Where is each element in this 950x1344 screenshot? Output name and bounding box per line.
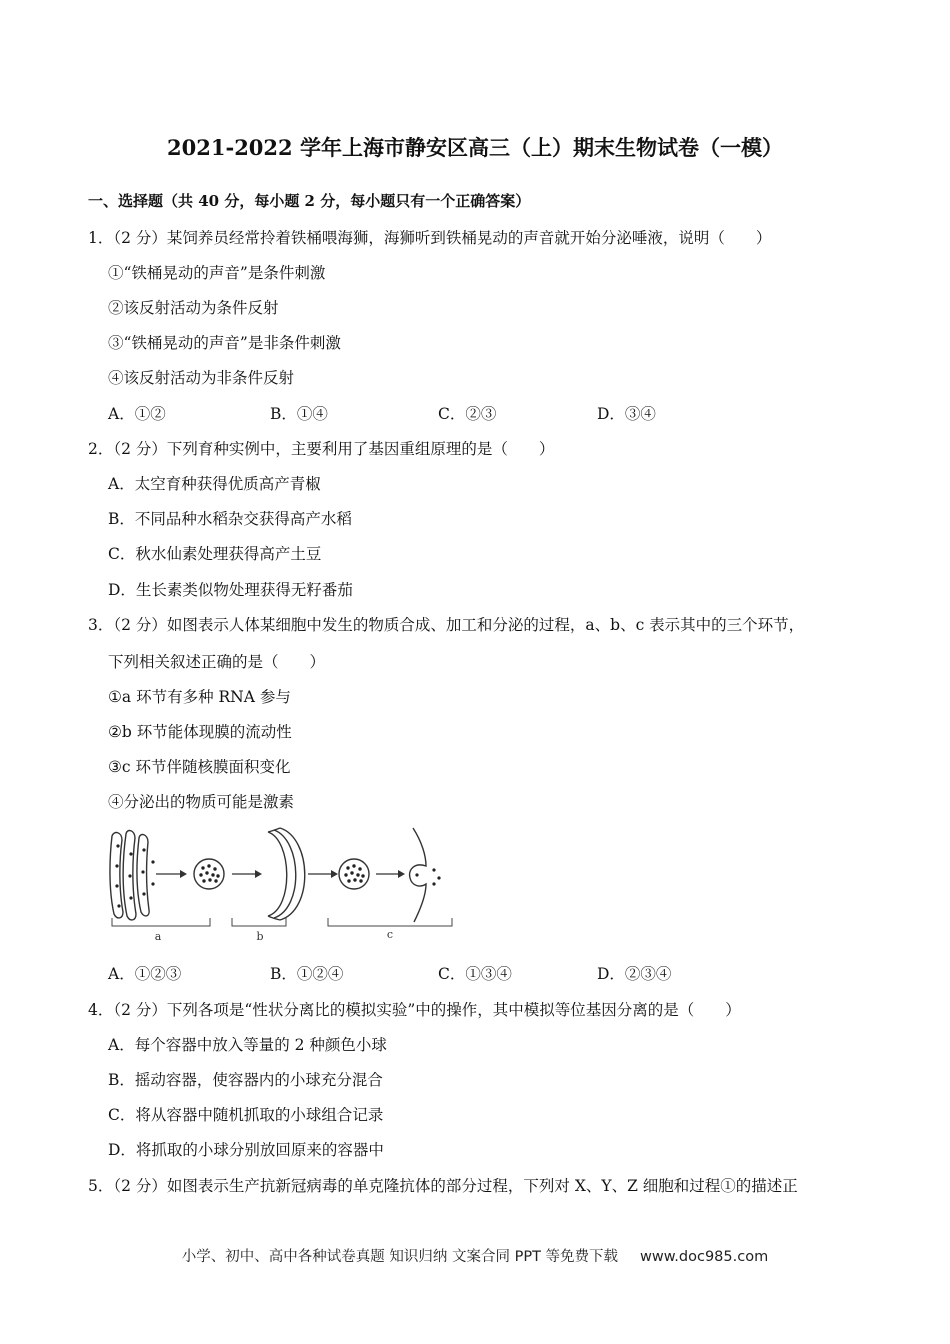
question-3-statement-4: ④分泌出的物质可能是激素 [108, 793, 295, 811]
footer-text: 小学、初中、高中各种试卷真题 知识归纳 文案合同 PPT 等免费下载 [181, 1249, 619, 1265]
question-1-option-a[interactable]: A．①② [108, 405, 166, 423]
question-1-statement-3: ③“铁桶晃动的声音”是非条件刺激 [108, 334, 341, 352]
question-3-stem: 3．（2 分）如图表示人体某细胞中发生的物质合成、加工和分泌的过程，a、b、c 表示其中的三个环节， [88, 616, 805, 634]
question-1-option-c[interactable]: C．②③ [438, 405, 497, 423]
question-3-statement-3: ③c 环节伴随核膜面积变化 [108, 758, 291, 776]
vesicle-2 [339, 859, 369, 889]
question-2-option-d[interactable]: D．生长素类似物处理获得无籽番茄 [108, 581, 353, 599]
question-2-stem: 2．（2 分）下列育种实例中，主要利用了基因重组原理的是（ ） [88, 440, 555, 458]
question-4-option-d[interactable]: D．将抓取的小球分别放回原来的容器中 [108, 1141, 384, 1159]
golgi-apparatus [268, 828, 305, 920]
footer-url[interactable]: www.doc985.com [640, 1249, 769, 1265]
question-2-option-c[interactable]: C．秋水仙素处理获得高产土豆 [108, 545, 322, 563]
secreted-particles [415, 868, 440, 885]
page-footer [0, 1245, 950, 1266]
question-3-option-b[interactable]: B．①②④ [270, 965, 344, 983]
secretion-process-figure [108, 822, 453, 944]
question-3-statement-2: ②b 环节能体现膜的流动性 [108, 723, 292, 741]
page-title: 2021-2022 学年上海市静安区高三（上）期末生物试卷（一模） [167, 135, 783, 160]
vesicle-1 [194, 859, 224, 889]
question-1-option-b[interactable]: B．①④ [270, 405, 328, 423]
question-1-option-d[interactable]: D．③④ [597, 405, 656, 423]
question-3-statement-1: ①a 环节有多种 RNA 参与 [108, 688, 291, 706]
question-2-option-b[interactable]: B．不同品种水稻杂交获得高产水稻 [108, 510, 352, 528]
question-4-option-a[interactable]: A．每个容器中放入等量的 2 种颜色小球 [108, 1036, 387, 1054]
question-3-option-a[interactable]: A．①②③ [108, 965, 182, 983]
question-3-stem-continued: 下列相关叙述正确的是（ ） [108, 653, 326, 671]
label-a: a [154, 930, 162, 943]
question-4-stem: 4．（2 分）下列各项是“性状分离比的模拟实验”中的操作，其中模拟等位基因分离的是（ ） [88, 1001, 741, 1019]
question-4-option-c[interactable]: C．将从容器中随机抓取的小球组合记录 [108, 1106, 384, 1124]
label-c: c [386, 928, 394, 941]
question-1-statement-2: ②该反射活动为条件反射 [108, 299, 279, 317]
question-1-statement-4: ④该反射活动为非条件反射 [108, 369, 295, 387]
question-5-stem: 5．（2 分）如图表示生产抗新冠病毒的单克隆抗体的部分过程，下列对 X、Y、Z 细胞和过程①的描述正 [88, 1177, 798, 1195]
question-4-option-b[interactable]: B．摇动容器，使容器内的小球充分混合 [108, 1071, 383, 1089]
question-2-option-a[interactable]: A．太空育种获得优质高产青椒 [108, 475, 321, 493]
question-1-stem: 1．（2 分）某饲养员经常拎着铁桶喂海狮，海狮听到铁桶晃动的声音就开始分泌唾液，说明（ ） [88, 229, 772, 247]
section-header: 一、选择题（共 40 分，每小题 2 分，每小题只有一个正确答案） [88, 192, 531, 210]
question-1-statement-1: ①“铁桶晃动的声音”是条件刺激 [108, 264, 326, 282]
question-3-option-d[interactable]: D．②③④ [597, 965, 672, 983]
label-b: b [256, 930, 264, 943]
question-3-option-c[interactable]: C．①③④ [438, 965, 512, 983]
